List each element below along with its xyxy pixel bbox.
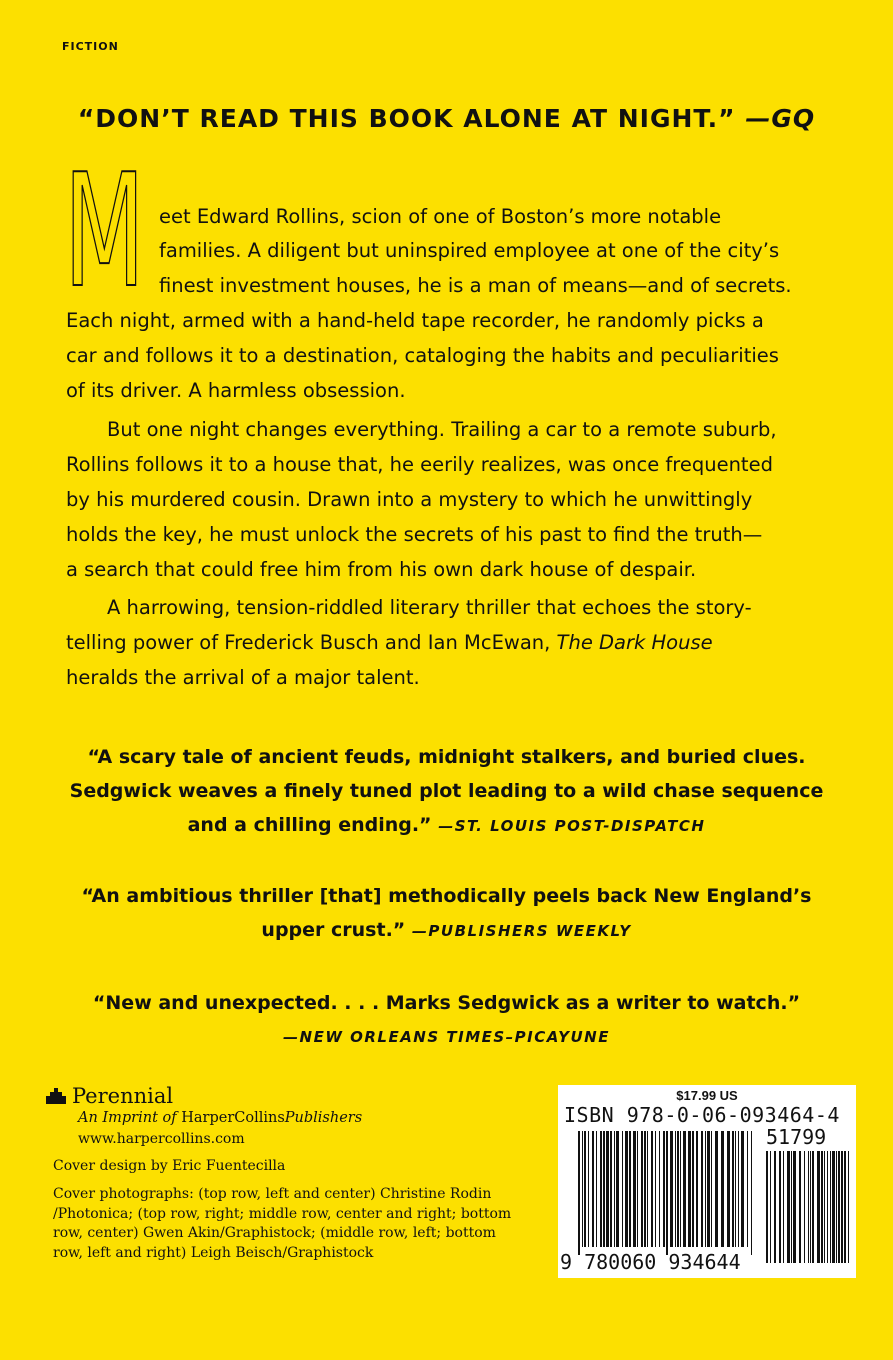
harper-fire-icon: [46, 1085, 66, 1101]
quote-line: [0, 913, 893, 948]
review-quote-3: [0, 986, 893, 1054]
barcode-bar: [707, 1131, 710, 1247]
barcode-bar: [711, 1131, 712, 1247]
supplement-bar: [774, 1151, 776, 1263]
barcode-bar: [588, 1131, 589, 1247]
body-line: by his murdered cousin. Drawn into a mystery to which he unwittingly: [66, 488, 753, 511]
quote-line: [0, 808, 893, 843]
body-line: of its driver. A harmless obsession.: [66, 379, 406, 402]
body-line: But one night changes everything. Trailing a car to a remote suburb,: [107, 418, 777, 441]
barcode-bar: [751, 1131, 752, 1255]
imprint-suffix: Publishers: [284, 1110, 363, 1126]
supplement-bar: [812, 1151, 814, 1263]
barcode-bar: [663, 1131, 665, 1247]
barcode-bar: [675, 1131, 676, 1247]
supplement-bar: [810, 1151, 811, 1263]
quote-source: —NEW ORLEANS TIMES–PICAYUNE: [283, 1028, 610, 1046]
barcode-bar: [610, 1131, 612, 1247]
headline-quote: [0, 104, 893, 133]
barcode-bar: [683, 1131, 686, 1247]
body-line: finest investment houses, he is a man of means—and of secrets.: [159, 274, 792, 297]
supplement-bar: [770, 1151, 771, 1263]
supplement-bar: [787, 1151, 790, 1263]
supplement-bar: [832, 1151, 835, 1263]
body-line: families. A diligent but uninspired employee at one of the city’s: [159, 239, 780, 262]
isbn: ISBN 978-0-06-093464-4: [564, 1103, 840, 1127]
barcode-bar: [659, 1131, 660, 1247]
barcode-bar: [688, 1131, 691, 1247]
barcode-bar: [578, 1131, 580, 1255]
body-line: holds the key, he must unlock the secrets of his past to find the truth—: [66, 523, 763, 546]
barcode-bar: [603, 1131, 605, 1247]
barcode-bar: [625, 1131, 628, 1247]
body-line-text: telling power of Frederick Busch and Ian McEwan,: [66, 631, 551, 654]
cover-design-credit: Cover design by Eric Fuentecilla: [53, 1158, 286, 1174]
review-quote-1: [0, 740, 893, 843]
barcode-bar: [622, 1131, 623, 1247]
ean-number: 9 780060 934644: [560, 1250, 741, 1274]
barcode-bar: [680, 1131, 681, 1247]
supplement-bar: [791, 1151, 792, 1263]
supplement-bar: [838, 1151, 840, 1263]
imprint-prefix: An Imprint of: [78, 1110, 177, 1126]
imprint-line: [78, 1110, 362, 1126]
barcode-bar: [692, 1131, 694, 1247]
barcode-bar: [584, 1131, 586, 1247]
body-line: car and follows it to a destination, cataloging the habits and peculiarities: [66, 344, 779, 367]
review-quote-2: [0, 879, 893, 948]
quote-source: —PUBLISHERS WEEKLY: [411, 922, 632, 940]
barcode-bar: [696, 1131, 698, 1247]
quote-text: and a chilling ending.”: [187, 814, 432, 836]
barcode-bar: [747, 1131, 748, 1247]
barcode-bar: [582, 1131, 583, 1247]
supplement-bar: [766, 1151, 768, 1263]
barcode-bar: [629, 1131, 631, 1247]
publisher-logo: [46, 1084, 173, 1108]
body-line: A harrowing, tension-riddled literary thriller that echoes the story-: [107, 596, 752, 619]
barcode-bar: [670, 1131, 673, 1247]
supplement-bar: [808, 1151, 809, 1263]
publisher-name: Perennial: [72, 1084, 174, 1108]
barcode-bar: [732, 1131, 734, 1247]
quote-line: “A scary tale of ancient feuds, midnight stalkers, and buried clues.: [87, 746, 806, 768]
supplement-bar: [836, 1151, 837, 1263]
book-title: The Dark House: [556, 631, 713, 654]
barcode-bar: [741, 1131, 744, 1247]
quote-line: “New and unexpected. . . . Marks Sedgwick as a writer to watch.”: [92, 992, 801, 1014]
barcode-bar: [738, 1131, 739, 1247]
barcode-bar: [655, 1131, 656, 1247]
supplement-bar: [793, 1151, 796, 1263]
barcode-bar: [727, 1131, 730, 1247]
headline-attribution: —GQ: [745, 104, 816, 133]
quote-line: “An ambitious thriller [that] methodically peels back New England’s: [81, 885, 812, 907]
price: $17.99 US: [676, 1088, 738, 1103]
body-line: Rollins follows it to a house that, he eerily realizes, was once frequented: [66, 453, 773, 476]
barcode-bar: [715, 1131, 718, 1247]
imprint-house: HarperCollins: [181, 1110, 285, 1126]
body-line: Each night, armed with a hand-held tape recorder, he randomly picks a: [66, 309, 764, 332]
headline-text: “DON’T READ THIS BOOK ALONE AT NIGHT.”: [77, 104, 736, 133]
barcode-bar: [721, 1131, 724, 1247]
barcode-bar: [596, 1131, 597, 1247]
body-line: heralds the arrival of a major talent.: [66, 666, 420, 689]
supplement-bar: [841, 1151, 843, 1263]
body-line: eet Edward Rollins, scion of one of Boston’s more notable: [159, 205, 722, 228]
supplement-bar: [830, 1151, 831, 1263]
barcode-label: [558, 1085, 856, 1278]
supplement-code: 51799: [766, 1125, 827, 1149]
supplement-bar: [783, 1151, 784, 1263]
barcode-bar: [637, 1131, 638, 1247]
supplement-bar: [827, 1151, 828, 1263]
barcode-bar: [644, 1131, 646, 1247]
photo-credits: Cover photographs: (top row, left and center) Christine Rodin /Photonica; (top row, right; middle row, center and right; bottom row, center) Gwen Akin/Graphistock; (middle row, left; bottom row, left and right) Leigh Beisch/Graphistock: [53, 1186, 512, 1261]
barcode-bar: [600, 1131, 602, 1247]
quote-line: Sedgwick weaves a finely tuned plot leading to a wild chase sequence: [69, 780, 824, 802]
supplement-bar: [848, 1151, 849, 1263]
barcode-bar: [701, 1131, 703, 1247]
barcode-bar: [633, 1131, 636, 1247]
barcode-bar: [647, 1131, 648, 1247]
barcode-bar: [705, 1131, 706, 1247]
barcode-bar: [735, 1131, 736, 1247]
quote-source: —ST. LOUIS POST-DISPATCH: [438, 817, 706, 835]
barcode-bar: [677, 1131, 679, 1247]
publisher-website: www.harpercollins.com: [78, 1131, 245, 1147]
supplement-bar: [817, 1151, 820, 1263]
barcode-bar: [614, 1131, 615, 1247]
barcode-bar: [592, 1131, 594, 1247]
body-line: a search that could free him from his own dark house of despair.: [66, 558, 697, 581]
quote-text: upper crust.”: [261, 919, 406, 941]
supplement-bar: [799, 1151, 801, 1263]
supplement-bar: [824, 1151, 825, 1263]
supplement-bar: [779, 1151, 781, 1263]
body-line: [66, 626, 713, 660]
drop-cap: M: [64, 140, 145, 322]
barcode-bar: [651, 1131, 653, 1247]
barcode-bar: [666, 1131, 668, 1255]
barcode-bar: [606, 1131, 609, 1247]
barcode-bar: [616, 1131, 619, 1247]
supplement-bar: [844, 1151, 846, 1263]
supplement-bar: [821, 1151, 823, 1263]
barcode-bar: [641, 1131, 643, 1247]
supplement-bar: [804, 1151, 805, 1263]
genre-label: FICTION: [62, 40, 119, 53]
